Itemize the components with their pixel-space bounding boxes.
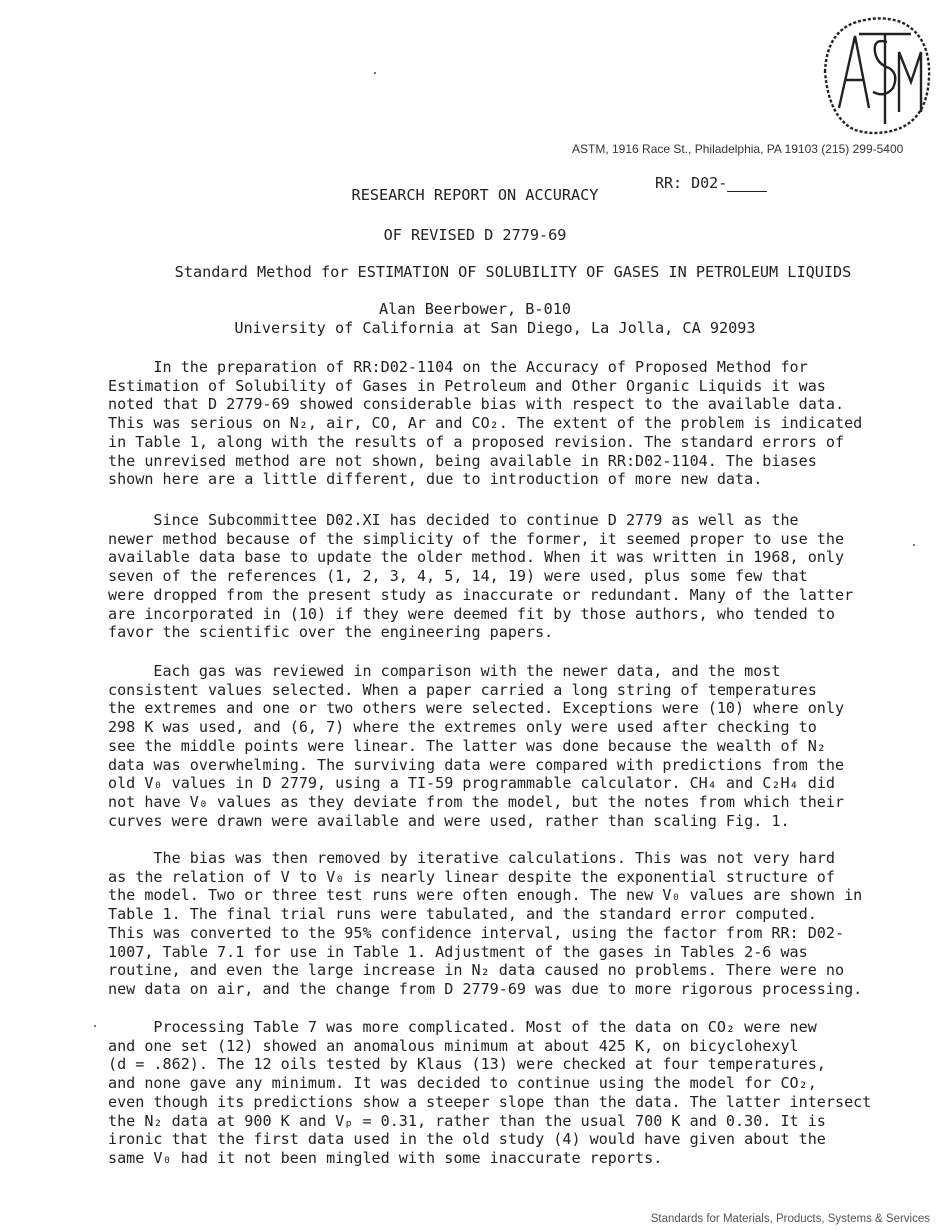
- paragraph-line: ironic that the first data used in the old study (4) would have given about the: [108, 1130, 826, 1149]
- paragraph-line: curves were drawn were available and were used, rather than scaling Fig. 1.: [108, 811, 790, 830]
- paragraph-line: were dropped from the present study as inaccurate or redundant. Many of the latter: [108, 585, 854, 604]
- paragraph-2: [108, 511, 853, 642]
- logo-letter-a: [839, 36, 869, 108]
- report-title-line2: OF REVISED D 2779-69: [383, 226, 567, 244]
- scan-speck: [374, 72, 376, 74]
- author-name: Alan Beerbower, B-010: [378, 300, 572, 318]
- paragraph-line: the model. Two or three test runs were often enough. The new V₀ values are shown in: [108, 886, 863, 905]
- paragraph-4: [108, 849, 862, 999]
- report-title-line1: RESEARCH REPORT ON ACCURACY: [351, 186, 599, 204]
- paragraph-line: (d = .862). The 12 oils tested by Klaus (13) were checked at four temperatures,: [108, 1055, 826, 1074]
- paragraph-line: 298 K was used, and (6, 7) where the extremes only were used after checking to: [108, 718, 817, 737]
- paragraph-1: [108, 358, 862, 489]
- paragraph-line: the N₂ data at 900 K and Vₚ = 0.31, rather than the usual 700 K and 0.30. It is: [108, 1111, 826, 1130]
- scan-speck: [94, 1025, 96, 1027]
- logo-letter-m: [899, 52, 921, 112]
- paragraph-line: Each gas was reviewed in comparison with the newer data, and the most: [108, 662, 781, 680]
- paragraph-line: and one set (12) showed an anomalous minimum at about 425 K, on bicyclohexyl: [108, 1036, 799, 1055]
- astm-logo: [815, 12, 937, 138]
- paragraph-line: see the middle points were linear. The latter was done because the wealth of N₂: [108, 736, 826, 755]
- paragraph-line: new data on air, and the change from D 2779-69 was due to more rigorous processing.: [108, 979, 863, 998]
- paragraph-line: 1007, Table 7.1 for use in Table 1. Adjustment of the gases in Tables 2-6 was: [108, 942, 808, 961]
- paragraph-line: the extremes and one or two others were selected. Exceptions were (10) where only: [108, 699, 845, 718]
- paragraph-line: noted that D 2779-69 showed considerable bias with respect to the available data.: [108, 395, 845, 414]
- paragraph-line: in Table 1, along with the results of a proposed revision. The standard errors of: [108, 432, 845, 451]
- scan-speck: [913, 544, 915, 546]
- author-affiliation: University of California at San Diego, La Jolla, CA 92093: [234, 319, 756, 337]
- paragraph-line: This was converted to the 95% confidence interval, using the factor from RR: D02-: [108, 923, 845, 942]
- paragraph-line: favor the scientific over the engineering papers.: [108, 623, 554, 642]
- paragraph-line: shown here are a little different, due to introduction of more new data.: [108, 470, 763, 489]
- paragraph-line: the unrevised method are not shown, being available in RR:D02-1104. The biases: [108, 451, 817, 470]
- paragraph-line: Since Subcommittee D02.XI has decided to continue D 2779 as well as the: [108, 511, 799, 529]
- paragraph-line: are incorporated in (10) if they were deemed fit by those authors, who tended to: [108, 604, 835, 623]
- paragraph-line: and none gave any minimum. It was decided to continue using the model for CO₂,: [108, 1074, 817, 1093]
- paragraph-line: not have V₀ values as they deviate from the model, but the notes from which their: [108, 792, 845, 811]
- report-title-line3: Standard Method for ESTIMATION OF SOLUBILITY OF GASES IN PETROLEUM LIQUIDS: [174, 263, 852, 281]
- paragraph-3: [108, 662, 844, 830]
- paragraph-line: data was overwhelming. The surviving data were compared with predictions from the: [108, 755, 845, 774]
- astm-logo-mark: [825, 18, 929, 133]
- paragraph-line: The bias was then removed by iterative calculations. This was not very hard: [108, 849, 835, 867]
- rr-label: RR: D02-: [655, 174, 728, 192]
- paragraph-line: as the relation of V to V₀ is nearly linear despite the exponential structure of: [108, 867, 835, 886]
- astm-address: ASTM, 1916 Race St., Philadelphia, PA 19103 (215) 299-5400: [572, 142, 904, 156]
- paragraph-line: Estimation of Solubility of Gases in Petroleum and Other Organic Liquids it was: [108, 376, 826, 395]
- paragraph-line: seven of the references (1, 2, 3, 4, 5, 14, 19) were used, plus some few that: [108, 567, 808, 586]
- footer-tagline: Standards for Materials, Products, Systems & Services: [650, 1213, 930, 1225]
- paragraph-line: even though its predictions show a steeper slope than the data. The latter intersect: [108, 1092, 872, 1111]
- paragraph-line: In the preparation of RR:D02-1104 on the Accuracy of Proposed Method for: [108, 358, 808, 376]
- logo-letter-t: [859, 34, 911, 124]
- paragraph-line: Table 1. The final trial runs were tabulated, and the standard error computed.: [108, 905, 817, 924]
- paragraph-line: consistent values selected. When a paper carried a long string of temperatures: [108, 680, 817, 699]
- paragraph-line: available data base to update the older method. When it was written in 1968, only: [108, 548, 845, 567]
- paragraph-5: [108, 1018, 871, 1168]
- paragraph-line: This was serious on N₂, air, CO, Ar and CO₂. The extent of the problem is indicated: [108, 414, 863, 433]
- paragraph-line: old V₀ values in D 2779, using a TI-59 programmable calculator. CH₄ and C₂H₄ did: [108, 774, 835, 793]
- paragraph-line: Processing Table 7 was more complicated. Most of the data on CO₂ were new: [108, 1018, 817, 1036]
- paragraph-line: routine, and even the large increase in N₂ data caused no problems. There were no: [108, 961, 845, 980]
- paragraph-line: same V₀ had it not been mingled with some inaccurate reports.: [108, 1148, 663, 1167]
- paragraph-line: newer method because of the simplicity of the former, it seemed proper to use the: [108, 529, 845, 548]
